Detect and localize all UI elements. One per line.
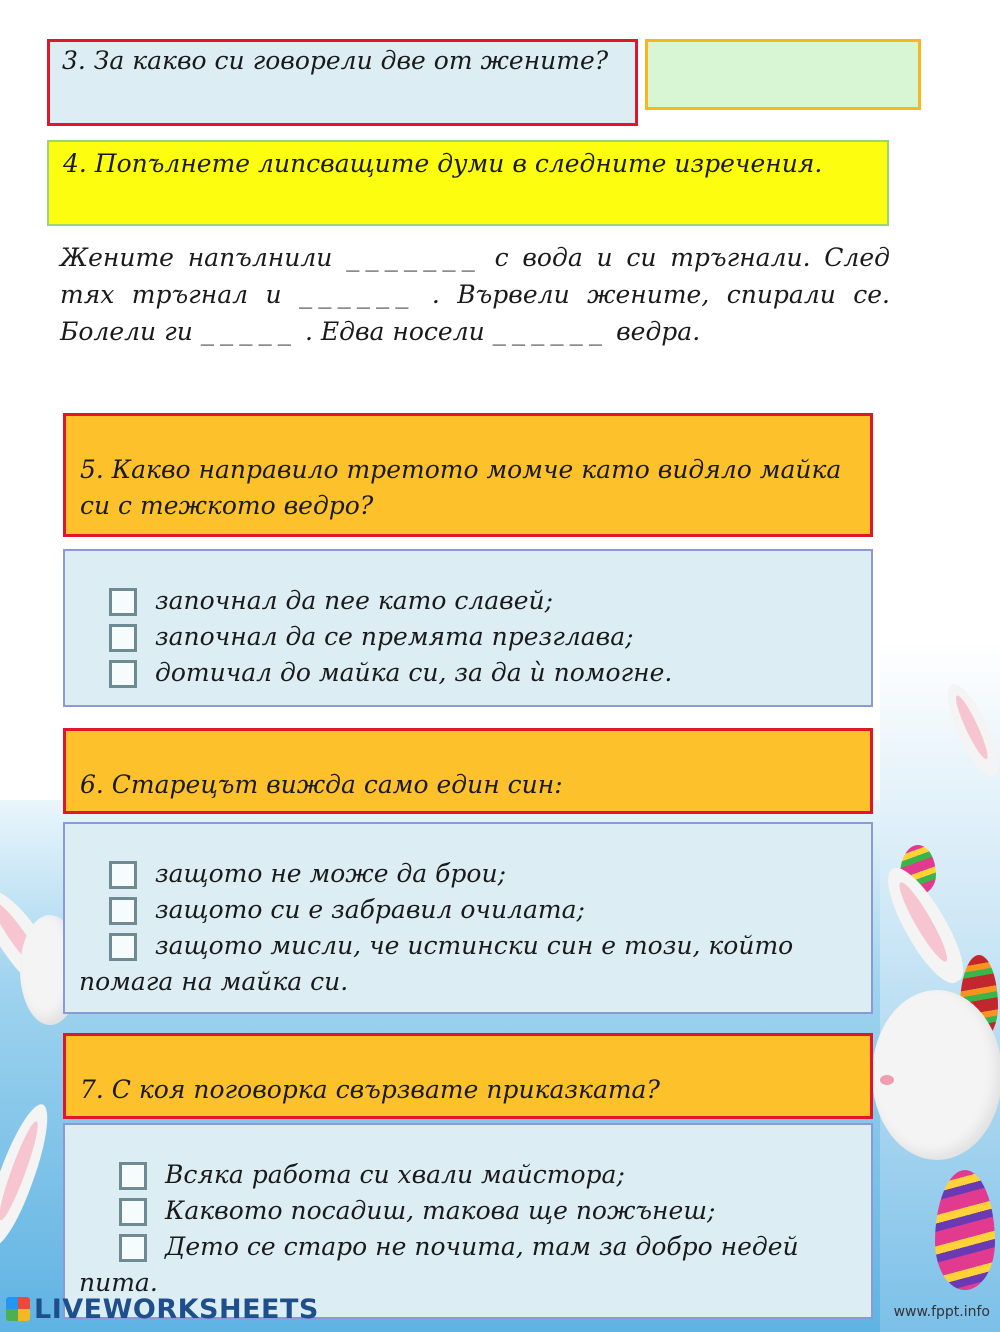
- fill-text-3: . Вървели жените, спирали се. Болели ги: [60, 280, 890, 346]
- question-4-box: [47, 140, 889, 226]
- question-5-option: [79, 583, 857, 619]
- question-6-option: [79, 928, 857, 1000]
- question-7-option: [79, 1157, 857, 1193]
- question-5-option: [79, 619, 857, 655]
- fill-blank-4[interactable]: ______: [492, 321, 609, 346]
- checkbox[interactable]: [109, 588, 137, 616]
- question-5-text: 5. Какво направило третото момче като видяло майка си с тежкото ведро?: [80, 455, 842, 520]
- question-5-options: [63, 549, 873, 707]
- checkbox[interactable]: [109, 624, 137, 652]
- option-label: Дето се старо не почита, там за добро недей пита.: [79, 1232, 799, 1297]
- fill-blank-3[interactable]: _____: [200, 321, 298, 346]
- checkbox[interactable]: [109, 660, 137, 688]
- checkbox[interactable]: [119, 1162, 147, 1190]
- question-5-box: [63, 413, 873, 537]
- option-label: Каквото посадиш, такова ще пожънеш;: [165, 1196, 716, 1225]
- question-5-option: [79, 655, 857, 691]
- question-6-options: [63, 822, 873, 1014]
- bunny-nose-decoration: [880, 1075, 894, 1085]
- question-7-option: [79, 1193, 857, 1229]
- question-6-option: [79, 856, 857, 892]
- template-credit: www.fppt.info: [893, 1304, 990, 1320]
- option-label: Всяка работа си хвали майстора;: [165, 1160, 625, 1189]
- question-6-box: [63, 728, 873, 814]
- question-6-text: 6. Старецът вижда само един син:: [80, 770, 563, 799]
- logo-text: LIVEWORKSHEETS: [34, 1294, 319, 1325]
- question-7-text: 7. С коя поговорка свързвате приказката?: [80, 1075, 660, 1104]
- question-3-answer-field[interactable]: [645, 39, 921, 110]
- option-label: започнал да се премята презглава;: [155, 622, 634, 651]
- checkbox[interactable]: [119, 1234, 147, 1262]
- question-6-option: [79, 892, 857, 928]
- checkbox[interactable]: [109, 933, 137, 961]
- logo-icon: [6, 1297, 30, 1321]
- fill-text-5: ведра.: [616, 317, 701, 346]
- fill-blank-2[interactable]: ______: [299, 284, 415, 309]
- question-7-box: [63, 1033, 873, 1119]
- question-7-options: [63, 1123, 873, 1319]
- question-3-text: 3. За какво си говорели две от жените?: [62, 46, 609, 75]
- checkbox[interactable]: [119, 1198, 147, 1226]
- question-3-box: [47, 39, 638, 126]
- fill-in-paragraph: [60, 240, 890, 351]
- question-4-text: 4. Попълнете липсващите думи в следните изречения.: [63, 149, 823, 178]
- option-label: защото си е забравил очилата;: [155, 895, 585, 924]
- fill-blank-1[interactable]: _______: [346, 247, 481, 272]
- fill-text-1: Жените напълнили: [60, 243, 333, 272]
- option-label: защото мисли, че истински син е този, който помага на майка си.: [79, 931, 794, 996]
- fill-text-2: с вода и си тръгнали. След тях тръгнал и: [60, 243, 890, 309]
- option-label: дотичал до майка си, за да ѝ помогне.: [155, 658, 673, 687]
- checkbox[interactable]: [109, 897, 137, 925]
- checkbox[interactable]: [109, 861, 137, 889]
- option-label: започнал да пее като славей;: [155, 586, 554, 615]
- option-label: защото не може да брои;: [155, 859, 507, 888]
- liveworksheets-logo: [6, 1294, 319, 1325]
- question-7-option: [79, 1229, 857, 1301]
- fill-text-4: . Едва носели: [304, 317, 485, 346]
